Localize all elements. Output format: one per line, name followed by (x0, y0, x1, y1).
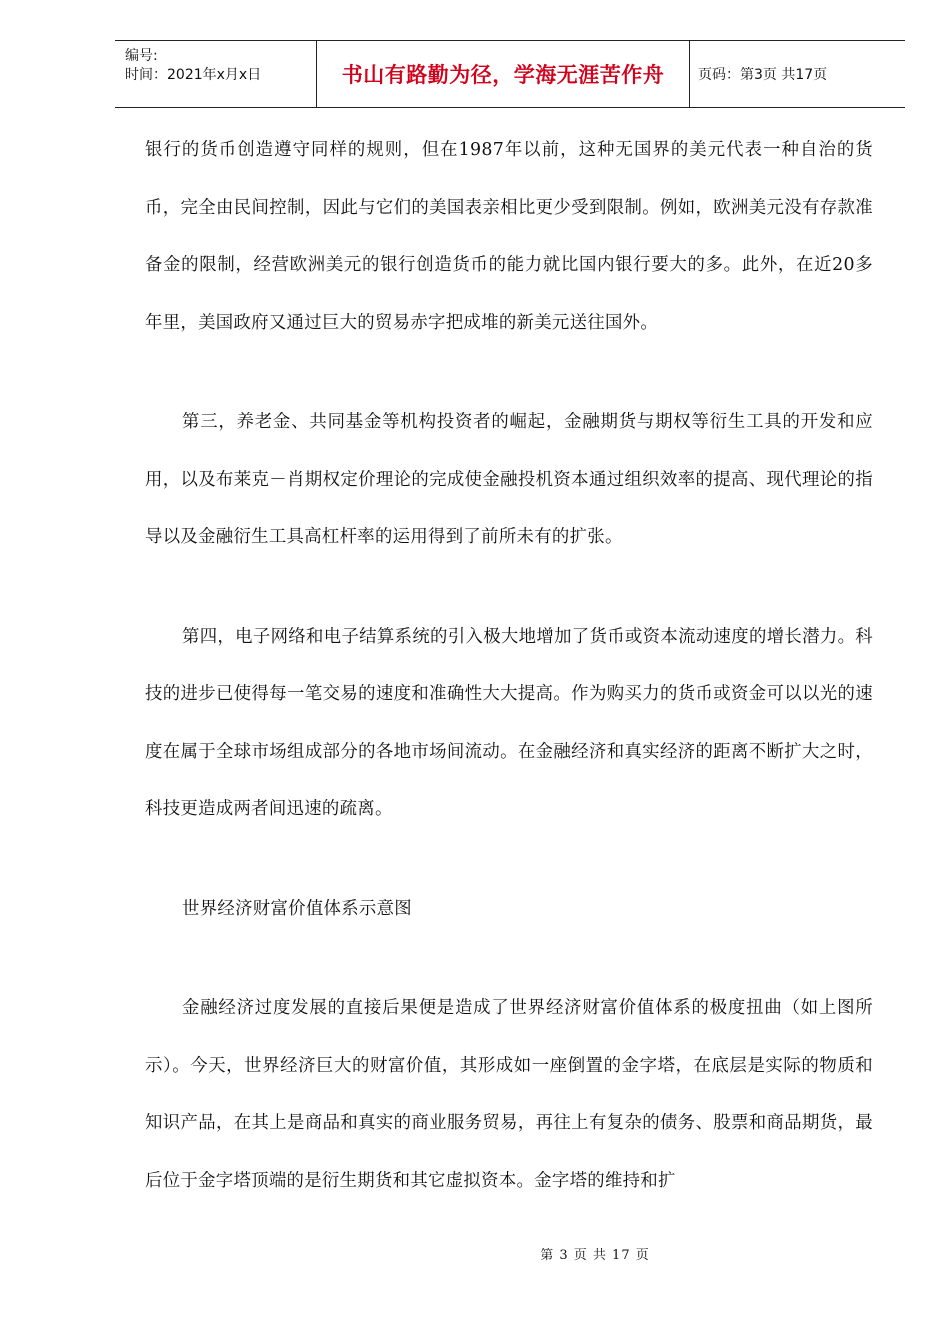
page-footer: 第 3 页 共 17 页 (540, 1248, 650, 1263)
paragraph-fourth-point: 第四，电子网络和电子结算系统的引入极大地增加了货币或资本流动速度的增长潜力。科技的进步已使得每一笔交易的速度和准确性大大提高。作为购买力的货币或资金可以以光的速度在属于全球市场组成部分的各地市场间流动。在金融经济和真实经济的距离不断扩大之时，科技更造成两者间迅速的疏离。 (145, 626, 873, 819)
document-body (145, 122, 873, 1210)
document-number-label: 编号: (125, 48, 158, 64)
page-header (115, 40, 905, 108)
document-time-label: 时间：2021年x月x日 (125, 67, 262, 83)
paragraph-continued: 银行的货币创造遵守同样的规则，但在1987年以前，这种无国界的美元代表一种自治的货币，完全由民间控制，因此与它们的美国表亲相比更少受到限制。例如，欧洲美元没有存款准备金的限制，经营欧洲美元的银行创造货币的能力就比国内银行要大的多。此外，在近20多年里，美国政府又通过巨大的贸易赤字把成堆的新美元送往国外。 (145, 140, 873, 333)
paragraph-gap (145, 567, 873, 609)
paragraph-consequence: 金融经济过度发展的直接后果便是造成了世界经济财富价值体系的极度扭曲（如上图所示）。今天，世界经济巨大的财富价值，其形成如一座倒置的金字塔，在底层是实际的物质和知识产品，在其上是商品和真实的商业服务贸易，再往上有复杂的债务、股票和商品期货，最后位于金字塔顶端的是衍生期货和其它虚拟资本。金字塔的维持和扩 (145, 998, 873, 1191)
paragraph-third-point: 第三，养老金、共同基金等机构投资者的崛起，金融期货与期权等衍生工具的开发和应用，以及布莱克－肖期权定价理论的完成使金融投机资本通过组织效率的提高、现代理论的指导以及金融衍生工具高杠杆率的运用得到了前所未有的扩张。 (145, 412, 873, 547)
paragraph-gap (145, 938, 873, 980)
paragraph-gap (145, 839, 873, 881)
header-page-info: 页码：第3页 共17页 (698, 67, 828, 83)
header-meta (115, 41, 316, 107)
figure-caption: 世界经济财富价值体系示意图 (182, 898, 412, 919)
header-motto: 书山有路勤为径，学海无涯苦作舟 (316, 41, 690, 107)
paragraph-gap (145, 352, 873, 394)
